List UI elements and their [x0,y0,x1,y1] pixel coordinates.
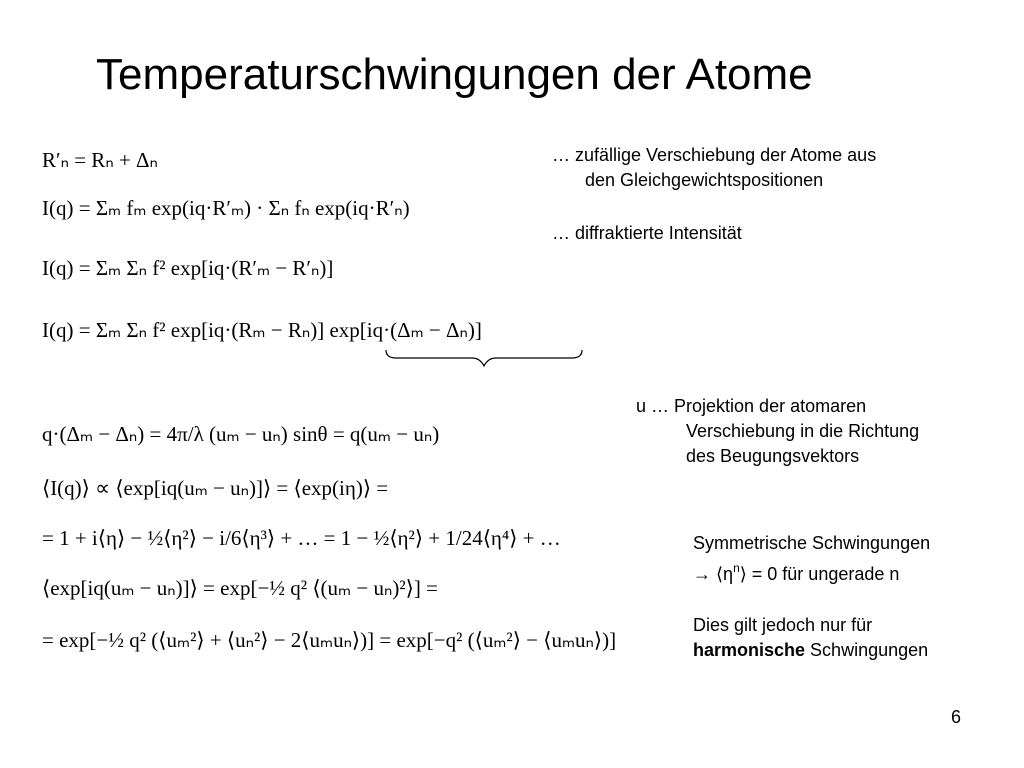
note-symmetric-eta: ⟨η [716,564,734,584]
page-number: 6 [951,707,962,727]
note-random-displacement-line2: den Gleichgewichtspositionen [585,170,824,190]
note-projection-line3: des Beugungsvektors [686,446,860,466]
slide-title: Temperaturschwingungen der Atome [96,50,813,99]
equation-series-expansion: = 1 + i⟨η⟩ − ½⟨η²⟩ − i/6⟨η³⟩ + … = 1 − ½⟨η²⟩ + 1/24⟨η⁴⟩ + … [42,526,561,550]
note-harmonic-rest: Schwingungen [805,640,929,660]
equation-debye-waller: = exp[−½ q² (⟨uₘ²⟩ + ⟨uₙ²⟩ − 2⟨uₘuₙ⟩)] = exp[−q² (⟨uₘ²⟩ − ⟨uₘuₙ⟩)] [42,628,617,652]
note-projection [636,394,919,469]
equation-gaussian-average: ⟨exp[iq(uₘ − uₙ)]⟩ = exp[−½ q² ⟨(uₘ − uₙ)²⟩] = [42,576,438,600]
note-symmetric-oscillations [693,531,930,587]
equation-intensity-sum: I(q) = Σₘ fₘ exp(iq·R′ₘ) · Σₙ fₙ exp(iq·R′ₙ) [42,196,410,220]
note-random-displacement [552,143,876,193]
note-symmetric-rest: ⟩ = 0 für ungerade n [739,564,900,584]
equation-average-intensity: ⟨I(q)⟩ ∝ ⟨exp[iq(uₘ − uₙ)]⟩ = ⟨exp(iη)⟩ = [42,476,389,500]
note-harmonic-bold: harmonische [693,640,806,660]
equation-displacement: R′ₙ = Rₙ + Δₙ [42,148,158,172]
note-projection-line2: Verschiebung in die Richtung [686,421,920,441]
equation-intensity-factorized: I(q) = Σₘ Σₙ f² exp[iq·(Rₘ − Rₙ)] exp[iq·(Δₘ − Δₙ)] [42,318,482,342]
note-symmetric-sup: n [733,561,740,575]
arrow-right-icon: → [693,564,711,584]
equation-projection: q·(Δₘ − Δₙ) = 4π/λ (uₘ − uₙ) sinθ = q(uₘ − uₙ) [42,422,440,446]
note-harmonic-line1: Dies gilt jedoch nur für [693,615,873,635]
note-random-displacement-line1: … zufällige Verschiebung der Atome aus [552,145,877,165]
note-symmetric-line1: Symmetrische Schwingungen [693,533,931,553]
underbrace [384,348,584,370]
note-projection-line1: u … Projektion der atomaren [636,396,867,416]
equation-intensity-double-sum: I(q) = Σₘ Σₙ f² exp[iq·(R′ₘ − R′ₙ)] [42,256,334,280]
note-harmonic [693,613,928,663]
note-diffracted-intensity: … diffraktierte Intensität [552,223,742,243]
